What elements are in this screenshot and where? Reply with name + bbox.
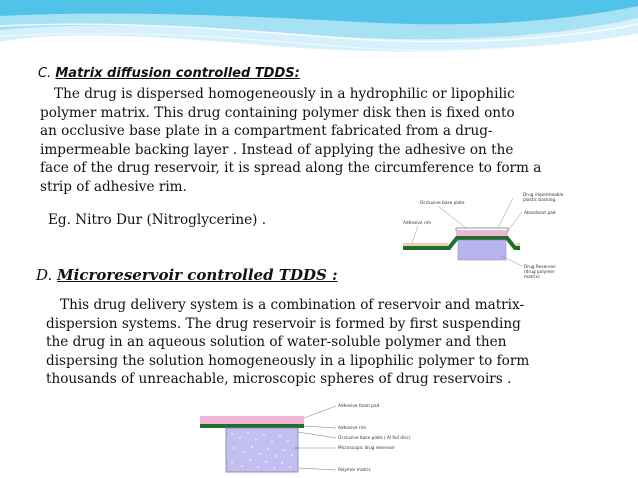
label-drug-polymer: (drug polymer [524, 270, 555, 275]
section-c-paragraph [40, 85, 541, 197]
label-drug-impermeable: Drug impermeable [523, 193, 564, 198]
paragraph-line: The drug is dispersed homogeneously in a hydrophilic or lipophilic [54, 86, 515, 102]
label-adhesive-rim: Adhesive rim [403, 221, 432, 226]
adhesive-foam-pad [200, 416, 304, 424]
example-text: Eg. Nitro Dur (Nitroglycerine) . [48, 212, 267, 228]
adhesive-rim-left [403, 243, 448, 246]
label-drug-reservoir: Drug Reservoir [524, 265, 557, 270]
paragraph-line: an occlusive base plate in a compartment fabricated from a drug- [40, 123, 493, 140]
section-d-letter: D. [36, 266, 53, 284]
matrix-diffusion-diagram [398, 190, 608, 290]
paragraph-line: the drug in an aqueous solution of water-soluble polymer and then [46, 334, 507, 351]
paragraph-line: face of the drug reservoir, it is spread along the circumference to form a [40, 160, 542, 177]
label-absorbent-pad: Absorbent pad [524, 211, 556, 216]
microreservoir-diagram [186, 398, 411, 478]
paragraph-line: dispersion systems. The drug reservoir is formed by first suspending [46, 315, 521, 332]
section-c-heading [38, 66, 300, 81]
label-plastic-backing: plastic backing [523, 198, 556, 203]
occlusive-base-plate [200, 424, 304, 428]
label-adhesive-rim: Adhesive rim [338, 426, 367, 431]
impermeable-backing [456, 228, 508, 231]
section-c-title: Matrix diffusion controlled TDDS: [55, 66, 300, 81]
section-c-letter: C. [38, 66, 52, 81]
paragraph-line: polymer matrix. This drug containing polymer disk then is fixed onto [40, 104, 515, 121]
section-d-title: Microreservoir controlled TDDS : [57, 266, 338, 284]
adhesive-rim-right [516, 243, 520, 246]
paragraph-line: strip of adhesive rim. [40, 178, 187, 195]
paragraph-line: dispersing the solution homogeneously in a lipophilic polymer to form [46, 352, 530, 369]
polymer-matrix [226, 428, 298, 472]
paragraph-line: thousands of unreachable, microscopic spheres of drug reservoirs . [46, 371, 512, 388]
decorative-wave-banner [0, 0, 638, 64]
section-d-heading [36, 266, 338, 284]
section-d-paragraph [46, 296, 529, 389]
label-occlusive-base-plate: Occlusive base plate ( Al foil disc) [338, 436, 411, 441]
drug-reservoir [458, 240, 506, 260]
label-polymer-matrix: Polymer matrix [338, 468, 371, 473]
label-adhesive-foam-pad: Adhesive foam pad [338, 404, 380, 409]
label-occlusive-base-plate: Occlusive base plate [420, 201, 465, 206]
absorbent-pad [456, 231, 508, 236]
paragraph-line: This drug delivery system is a combination of reservoir and matrix- [60, 297, 525, 313]
paragraph-line: impermeable backing layer . Instead of applying the adhesive on the [40, 141, 514, 158]
label-microscopic-drug-reservoir: Microscopic drug reservoir [338, 446, 395, 451]
label-matrix: matrix) [524, 275, 540, 280]
